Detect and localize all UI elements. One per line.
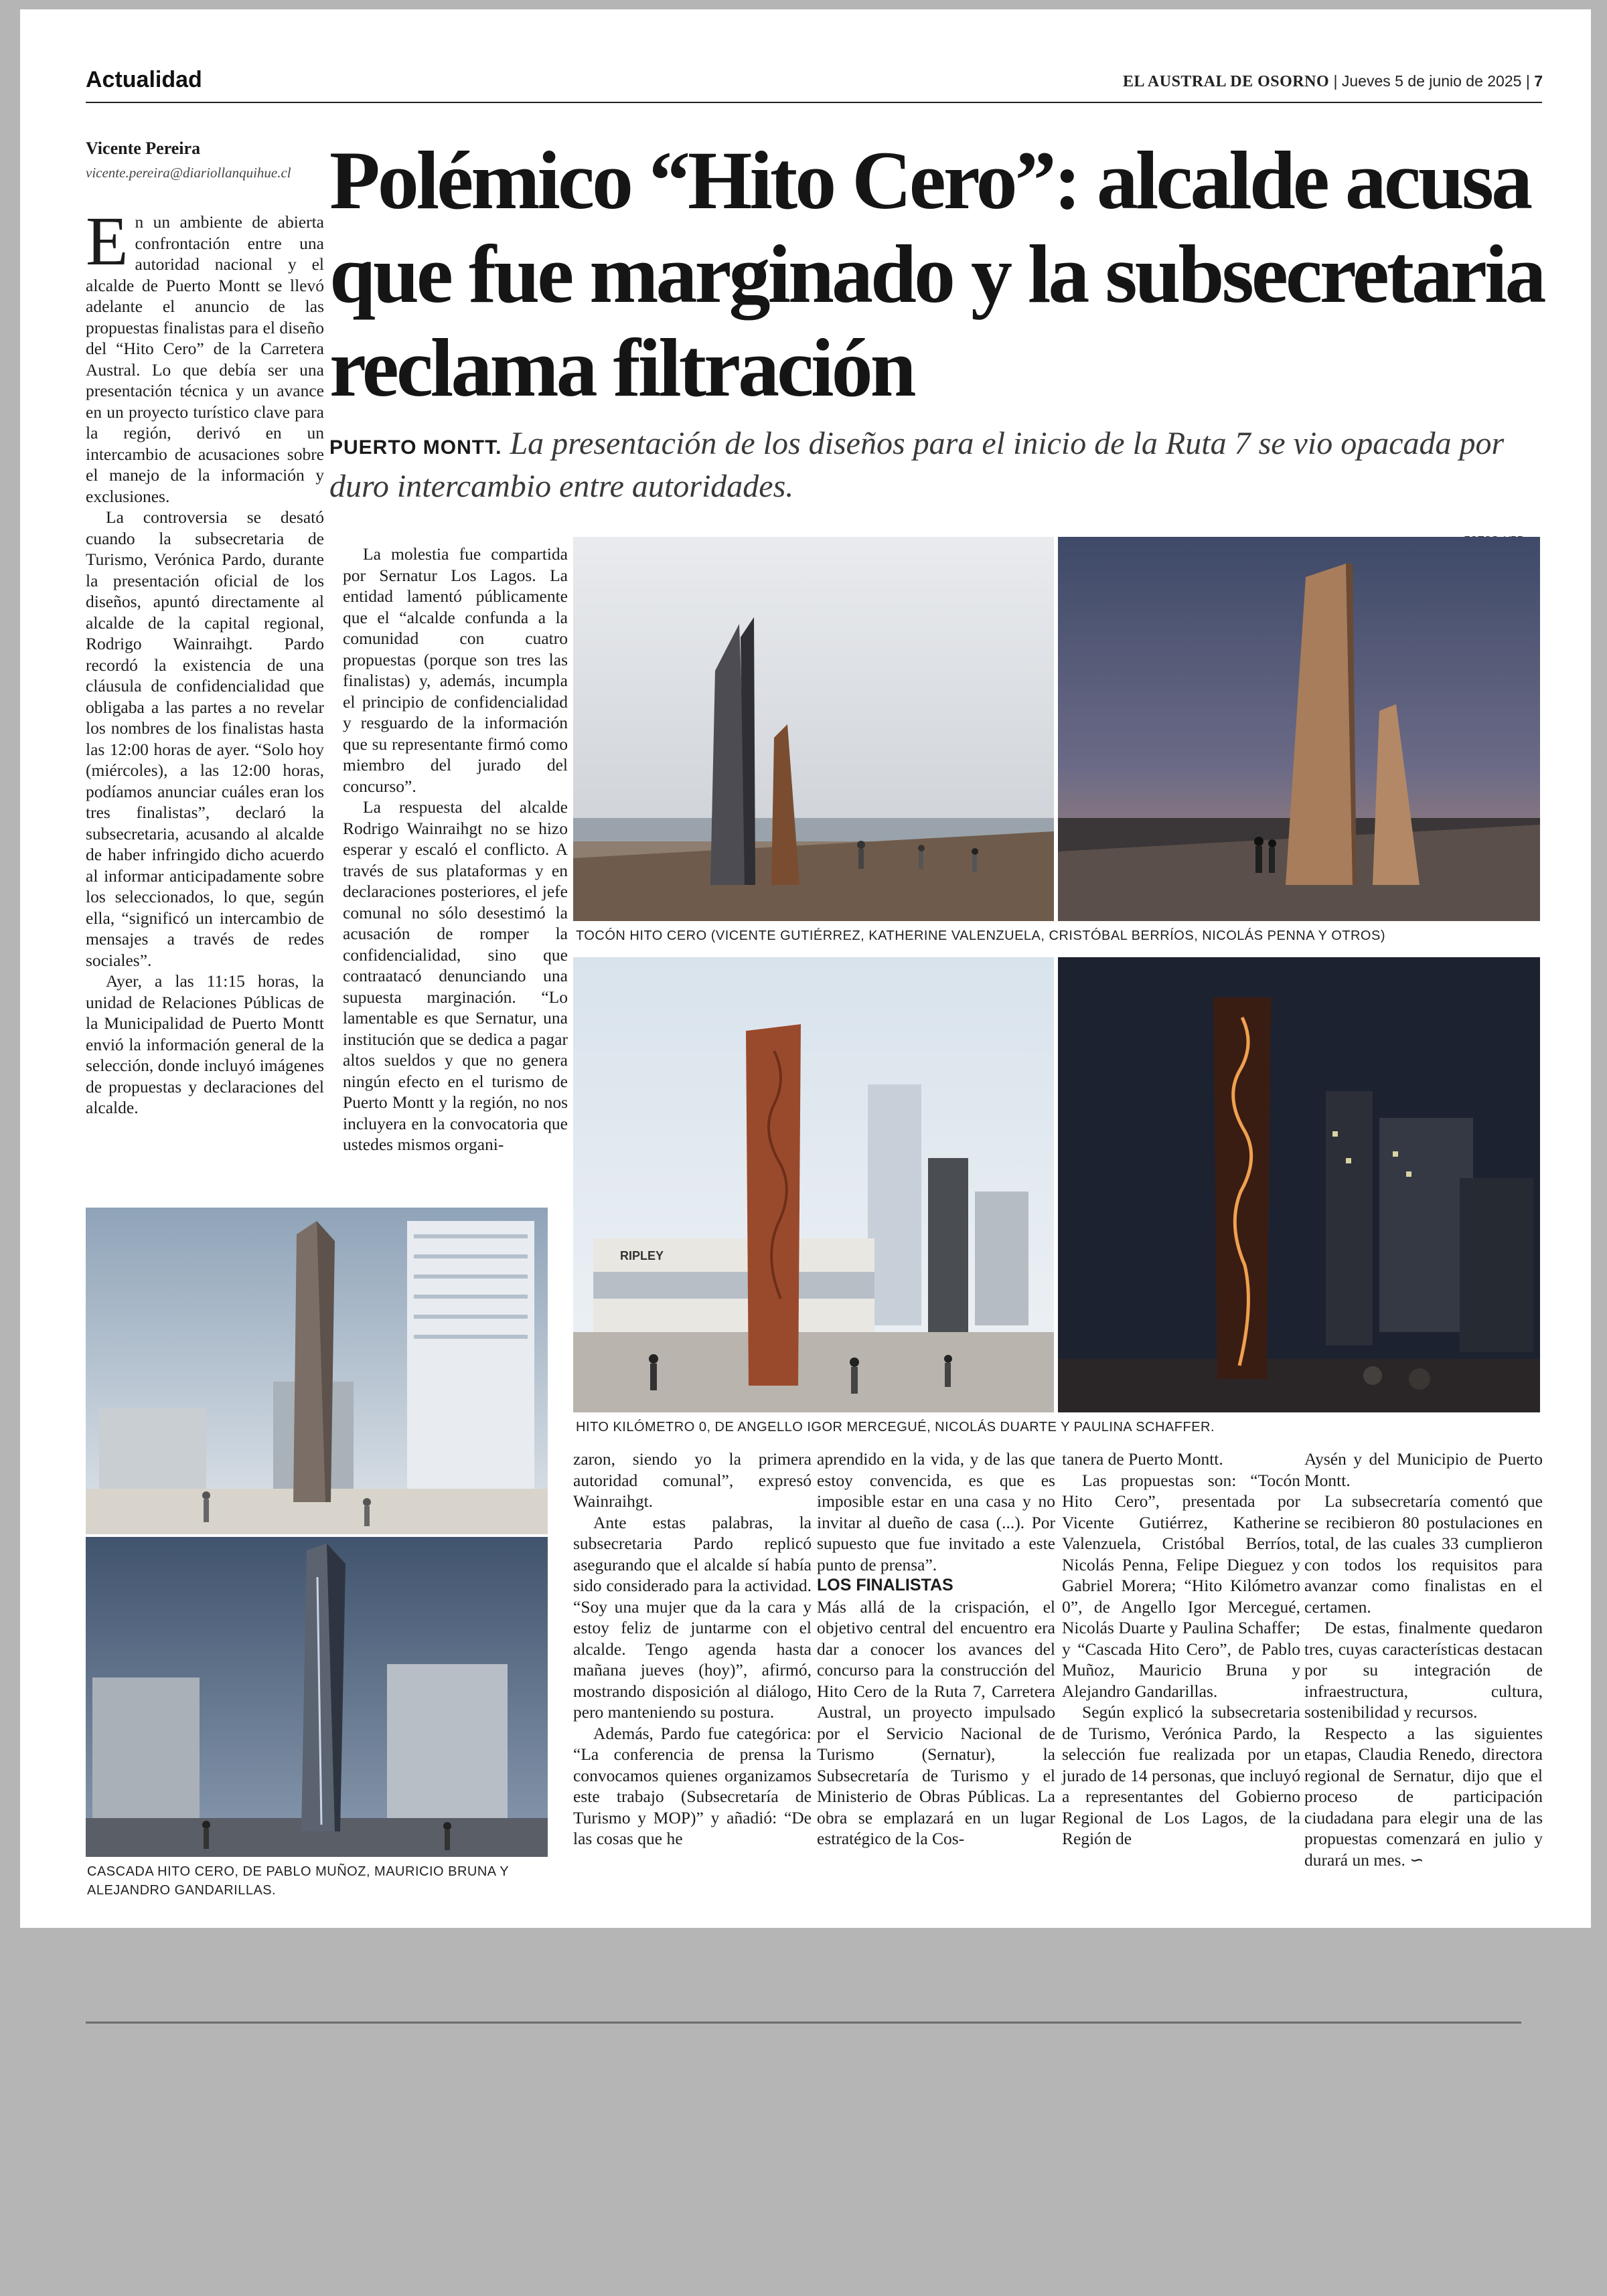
- article-column-4: [817, 1449, 1055, 1850]
- paragraph: La respuesta del alcalde Rodrigo Wainraihgt no se hizo esperar y escaló el conflicto. A través de sus plataformas y en declaraciones posteriores, el jefe comunal no sólo desestimó la acusación de romper la confidencialidad, sino que contraatacó denunciando una supuesta marginación. “Lo lamentable es que Sernatur, una institución que se dedica a pagar altos sueldos y que no genera ningún efecto en el turismo de Puerto Montt y la región, no nos incluyera en la convocatoria que ustedes mismos organi-: [343, 797, 568, 1154]
- paragraph: tanera de Puerto Montt.: [1062, 1449, 1223, 1469]
- author-email: vicente.pereira@diariollanquihue.cl: [86, 165, 291, 181]
- article-column-2: [343, 544, 568, 1155]
- subhead-finalistas: LOS FINALISTAS: [817, 1576, 953, 1594]
- photo-cascada-day: [86, 1208, 548, 1534]
- publication-line: [1123, 72, 1543, 91]
- caption-kilometro: HITO KILÓMETRO 0, DE ANGELLO IGOR MERCEGUÉ, NICOLÁS DUARTE Y PAULINA SCHAFFER.: [576, 1420, 1215, 1434]
- article-column-6: [1304, 1449, 1543, 1870]
- publication-name: EL AUSTRAL DE OSORNO: [1123, 73, 1330, 90]
- paragraph: zaron, siendo yo la primera autoridad comunal”, expresó Wainraihgt.: [573, 1449, 812, 1511]
- photo-tocon-day: [573, 537, 1054, 921]
- paragraph: Las propuestas son: “Tocón Hito Cero”, presentada por Vicente Gutiérrez, Katherine Valenzuela, Cristóbal Berríos, Nicolás Penna, Felipe Dieguez y Gabriel Morera; “Hito Kilómetro 0”, de Angello Igor Mercegué, Nicolás Duarte y Paulina Schaffer; y “Cascada Hito Cero”, de Pablo Muñoz, Mauricio Bruna y Alejandro Gandarillas.: [1062, 1470, 1300, 1701]
- separator: |: [1525, 72, 1535, 90]
- paragraph: La controversia se desató cuando la subsecretaria de Turismo, Verónica Pardo, durante la presentación oficial de los diseños, apuntó directamente al alcalde de la capital regional, Rodrigo Wainraihgt. Pardo recordó la existencia de una cláusula de confidencialidad que obligaba a las partes a no revelar los nombres de los finalistas hasta las 12:00 horas de ayer. “Solo hoy (miércoles), a las 12:00 horas, podíamos anunciar cuáles eran los tres finalistas”, declaró la subsecretaria, acusando al alcalde de haber infringido dicho acuerdo al informar anticipadamente sobre los seleccionados, lo que, según ella, “significó un intercambio de mensajes a través de redes sociales”.: [86, 507, 324, 970]
- photo-kilometro-day: [573, 957, 1054, 1412]
- paragraph: n un ambiente de abierta confrontación entre una autoridad nacional y el alcalde de Puerto Montt se llevó adelante el anuncio de las propuestas finalistas para el diseño del “Hito Cero” de la Carretera Austral. Lo que debía ser una presentación técnica y un avance en un proyecto turístico clave para la región, derivó en un intercambio de acusaciones sobre el manejo de la información y exclusiones.: [86, 212, 324, 506]
- paragraph: Además, Pardo fue categórica: “La conferencia de prensa la convocamos quienes organizamos este trabajo (Subsecretaría de Turismo y MOP)” y añadió: “De las cosas que he: [573, 1723, 812, 1848]
- page-number: 7: [1534, 72, 1543, 90]
- headline: Polémico “Hito Cero”: alcalde acusa que fue marginado y la subsecretaria reclama filtración: [329, 135, 1544, 414]
- paragraph: aprendido en la vida, y de las que estoy convencida, es que es imposible estar en una casa y no invitar al dueño de casa (...). Por supuesto que fue invitado a este punto de prensa”.: [817, 1449, 1055, 1574]
- paragraph: Respecto a las siguientes etapas, Claudia Renedo, directora regional de Sernatur, dijo que el proceso de participación ciudadana para elegir una de las propuestas comenzará en julio y durará un mes.: [1304, 1723, 1543, 1870]
- paragraph: Más allá de la crispación, el objetivo central del encuentro era dar a conocer los avances del concurso para la construcción del Hito Cero de la Ruta 7, Carretera Austral, un proyecto impulsado por el Servicio Nacional de Turismo (Sernatur), la Subsecretaría de Turismo y el Ministerio de Obras Públicas. La obra se emplazará en un lugar estratégico de la Cos-: [817, 1596, 1055, 1848]
- header-rule: [86, 102, 1542, 103]
- newspaper-page: [20, 9, 1591, 1928]
- paragraph: Ante estas palabras, la subsecretaria Pardo replicó asegurando que el alcalde sí había sido considerado para la actividad. “Soy una mujer que da la cara y estoy feliz de juntarme con el alcalde. Tengo agenda hasta mañana jueves (hoy)”, afirmó, mostrando disposición al diálogo, pero manteniendo su postura.: [573, 1512, 812, 1722]
- kilometro-night-render: [1058, 957, 1540, 1412]
- author-name: Vicente Pereira: [86, 139, 201, 158]
- store-sign: RIPLEY: [620, 1249, 664, 1262]
- end-mark: ∽: [1409, 1850, 1424, 1870]
- publication-date: Jueves 5 de junio de 2025: [1341, 72, 1522, 90]
- cascada-dusk-render: [86, 1537, 548, 1857]
- paragraph: De estas, finalmente quedaron tres, cuyas características destacan por su integración de infraestructura, cultura, sostenibilidad y recursos.: [1304, 1618, 1543, 1722]
- deck-text: La presentación de los diseños para el inicio de la Ruta 7 se vio opacada por duro intercambio entre autoridades.: [329, 426, 1505, 504]
- dateline: PUERTO MONTT.: [329, 436, 502, 459]
- article-column-3: [573, 1449, 812, 1850]
- paragraph: Según explicó la subsecretaria de Turismo, Verónica Pardo, la selección fue realizada por un jurado de 14 personas, que incluyó a representantes del Gobierno Regional de Los Lagos, de la Región de: [1062, 1702, 1300, 1848]
- caption-cascada: CASCADA HITO CERO, DE PABLO MUÑOZ, MAURICIO BRUNA Y ALEJANDRO GANDARILLAS.: [87, 1864, 509, 1898]
- cascada-day-render: [86, 1208, 548, 1534]
- kilometro-day-render: [573, 957, 1054, 1412]
- caption-tocon: TOCÓN HITO CERO (VICENTE GUTIÉRREZ, KATHERINE VALENZUELA, CRISTÓBAL BERRÍOS, NICOLÁS PENNA Y OTROS): [576, 928, 1385, 943]
- article-column-5: [1062, 1449, 1300, 1850]
- photo-kilometro-night: [1058, 957, 1540, 1412]
- tocon-night-render: [1058, 537, 1540, 921]
- tocon-day-render: [573, 537, 1054, 921]
- deck: [329, 424, 1548, 506]
- separator: |: [1333, 72, 1342, 90]
- bottom-rule: [86, 2022, 1521, 2024]
- photo-cascada-dusk: [86, 1537, 548, 1857]
- dropcap: E: [86, 203, 129, 280]
- paragraph: Ayer, a las 11:15 horas, la unidad de Relaciones Públicas de la Municipalidad de Puerto Montt envió la información general de la selección, donde incluyó imágenes de propuestas y declaraciones del alcalde.: [86, 971, 324, 1117]
- article-column-1: [86, 203, 324, 1119]
- photo-tocon-night: [1058, 537, 1540, 921]
- paragraph: La molestia fue compartida por Sernatur Los Lagos. La entidad lamentó públicamente que el “alcalde confunda a la comunidad con cuatro propuestas (porque son tres las finalistas) y, además, incumpla el principio de confidencialidad y resguardo de la información que su representante firmó como miembro del jurado del concurso”.: [343, 544, 568, 796]
- section-name: Actualidad: [86, 67, 202, 92]
- paragraph: Aysén y del Municipio de Puerto Montt.: [1304, 1449, 1543, 1490]
- paragraph: La subsecretaría comentó que se recibieron 80 postulaciones en total, de las cuales 33 cumplieron con todos los requisitos para avanzar como finalistas en el certamen.: [1304, 1491, 1543, 1617]
